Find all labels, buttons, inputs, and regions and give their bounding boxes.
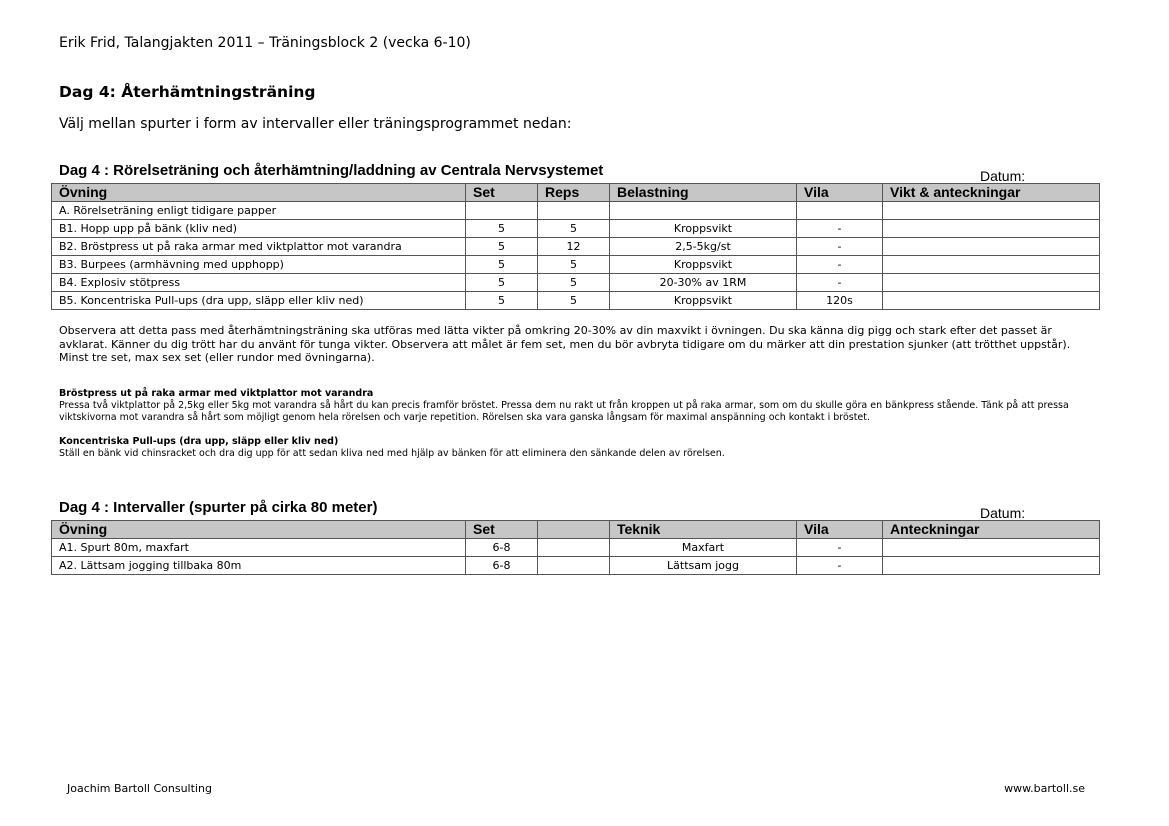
column-header	[538, 521, 610, 539]
load-cell: Kroppsvikt	[610, 220, 797, 238]
table-header-row	[52, 521, 1100, 539]
notes-cell	[883, 292, 1100, 310]
section2-title: Dag 4 : Intervaller (spurter på cirka 80 meter)	[59, 499, 378, 516]
set-cell: 5	[466, 292, 538, 310]
intro-text: Välj mellan spurter i form av intervaller eller träningsprogrammet nedan:	[59, 116, 572, 132]
empty-cell	[538, 557, 610, 575]
table-row	[52, 557, 1100, 575]
set-cell: 6-8	[466, 539, 538, 557]
detail-body: Ställ en bänk vid chinsracket och dra dig upp för att sedan kliva ned med hjälp av bänken för att eliminera den sänkande delen av rörelsen.	[59, 448, 725, 459]
load-cell	[610, 202, 797, 220]
table-row	[52, 539, 1100, 557]
load-cell: 2,5-5kg/st	[610, 238, 797, 256]
detail-body: Pressa två viktplattor på 2,5kg eller 5kg mot varandra så hårt du kan precis framför bröstet. Pressa dem nu rakt ut från kroppen ut på raka armar, som om du skulle göra en bänkpress stående. Tänk på att pressa viktskivorna mot varandra så hårt som möjligt genom hela rörelsen och varje repetition. Rörelsen ska vara ganska långsam för maximal anspänning och kontakt i bröstet.	[59, 400, 1069, 423]
load-cell: Kroppsvikt	[610, 292, 797, 310]
table-row	[52, 256, 1100, 274]
section1-datum: Datum:________	[980, 168, 1088, 184]
notes-cell	[883, 220, 1100, 238]
set-cell: 6-8	[466, 557, 538, 575]
column-header: Vila	[797, 184, 883, 202]
reps-cell: 5	[538, 256, 610, 274]
notes-cell	[883, 557, 1100, 575]
rest-cell: -	[797, 256, 883, 274]
set-cell: 5	[466, 274, 538, 292]
section2-datum: Datum:________	[980, 505, 1088, 521]
exercise-cell: A. Rörelseträning enligt tidigare papper	[52, 202, 466, 220]
notes-cell	[883, 238, 1100, 256]
column-header: Set	[466, 184, 538, 202]
reps-cell: 12	[538, 238, 610, 256]
rest-cell: -	[797, 274, 883, 292]
set-cell: 5	[466, 238, 538, 256]
rest-cell: 120s	[797, 292, 883, 310]
column-header: Vila	[797, 521, 883, 539]
notes-cell	[883, 274, 1100, 292]
notes-cell	[883, 256, 1100, 274]
rest-cell: -	[797, 539, 883, 557]
section1-title: Dag 4 : Rörelseträning och återhämtning/laddning av Centrala Nervsystemet	[59, 162, 604, 179]
table-row	[52, 274, 1100, 292]
reps-cell	[538, 202, 610, 220]
rest-cell: -	[797, 238, 883, 256]
exercise-cell: A1. Spurt 80m, maxfart	[52, 539, 466, 557]
load-cell: Kroppsvikt	[610, 256, 797, 274]
load-cell: 20-30% av 1RM	[610, 274, 797, 292]
column-header: Belastning	[610, 184, 797, 202]
section1-table	[51, 183, 1100, 310]
section2-table	[51, 520, 1100, 575]
rest-cell: -	[797, 220, 883, 238]
column-header: Övning	[52, 521, 466, 539]
table-row	[52, 292, 1100, 310]
observation-note: Observera att detta pass med återhämtningsträning ska utföras med lätta vikter på omkring 20-30% av din maxvikt i övningen. Du ska känna dig pigg och stark efter det passet är avklarat. Känner du dig trött har du använt för tunga vikter. Observera att målet är fem set, men du bör avbryta tidigare om du märker att din prestation sjunker (att trötthet uppstår). Minst tre set, max sex set (eller rundor med övningarna).	[59, 324, 1071, 364]
footer-right: www.bartoll.se	[1004, 782, 1085, 795]
document-header: Erik Frid, Talangjakten 2011 – Träningsblock 2 (vecka 6-10)	[59, 35, 471, 51]
footer-left: Joachim Bartoll Consulting	[67, 782, 212, 795]
rest-cell: -	[797, 557, 883, 575]
page-title: Dag 4: Återhämtningsträning	[59, 83, 316, 101]
column-header: Övning	[52, 184, 466, 202]
table-header-row	[52, 184, 1100, 202]
exercise-cell: B3. Burpees (armhävning med upphopp)	[52, 256, 466, 274]
exercise-cell: B5. Koncentriska Pull-ups (dra upp, släpp eller kliv ned)	[52, 292, 466, 310]
technique-cell: Maxfart	[610, 539, 797, 557]
detail-title: Koncentriska Pull-ups (dra upp, släpp eller kliv ned)	[59, 436, 339, 447]
set-cell: 5	[466, 256, 538, 274]
column-header: Anteckningar	[883, 521, 1100, 539]
reps-cell: 5	[538, 220, 610, 238]
set-cell	[466, 202, 538, 220]
exercise-cell: B2. Bröstpress ut på raka armar med viktplattor mot varandra	[52, 238, 466, 256]
rest-cell	[797, 202, 883, 220]
table-row	[52, 220, 1100, 238]
column-header: Teknik	[610, 521, 797, 539]
technique-cell: Lättsam jogg	[610, 557, 797, 575]
exercise-cell: B4. Explosiv stötpress	[52, 274, 466, 292]
column-header: Vikt & anteckningar	[883, 184, 1100, 202]
reps-cell: 5	[538, 292, 610, 310]
reps-cell: 5	[538, 274, 610, 292]
detail-title: Bröstpress ut på raka armar med viktplattor mot varandra	[59, 388, 374, 399]
set-cell: 5	[466, 220, 538, 238]
column-header: Set	[466, 521, 538, 539]
notes-cell	[883, 202, 1100, 220]
exercise-cell: B1. Hopp upp på bänk (kliv ned)	[52, 220, 466, 238]
table-row	[52, 238, 1100, 256]
table-row	[52, 202, 1100, 220]
notes-cell	[883, 539, 1100, 557]
empty-cell	[538, 539, 610, 557]
exercise-cell: A2. Lättsam jogging tillbaka 80m	[52, 557, 466, 575]
column-header: Reps	[538, 184, 610, 202]
